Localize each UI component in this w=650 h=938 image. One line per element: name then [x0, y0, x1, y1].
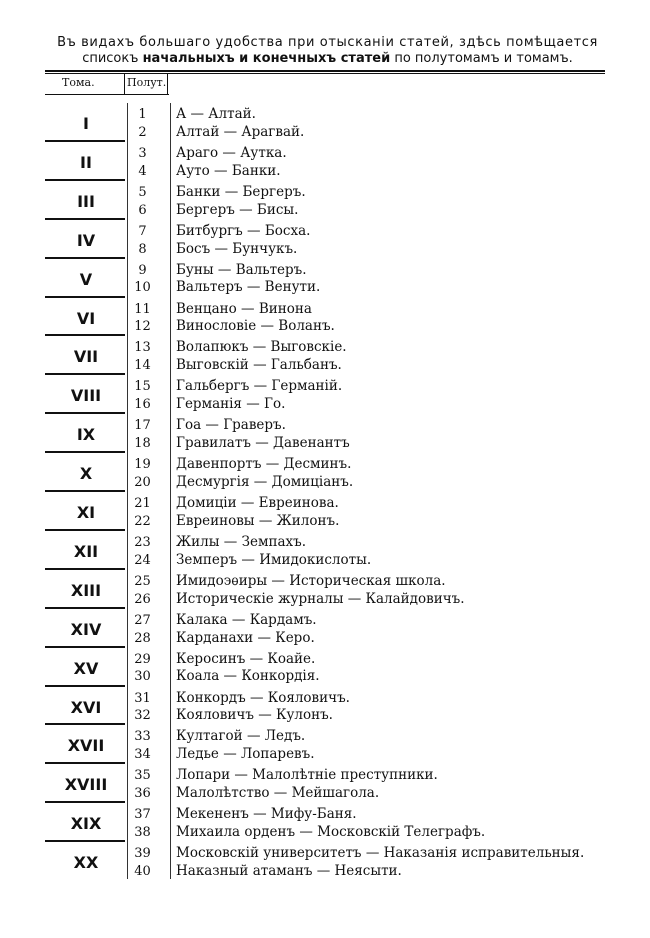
- volume-number: XIV: [70, 619, 102, 639]
- entry-range: Босъ — Бунчукъ.: [176, 240, 298, 257]
- half-volume-number: 40: [134, 863, 151, 879]
- volume-number: III: [77, 191, 95, 211]
- entry-range: Вальтеръ — Венути.: [176, 279, 321, 296]
- entry-range: Бергеръ — Бисы.: [176, 201, 299, 218]
- half-volume-number: 33: [134, 729, 151, 745]
- half-volume-number: 2: [138, 124, 147, 140]
- top-rule-thin: [45, 73, 605, 74]
- half-volume-number: 37: [134, 807, 151, 823]
- half-volume-number: 36: [134, 786, 151, 802]
- entry-column-divider: [170, 103, 171, 879]
- half-volume-number: 39: [134, 846, 151, 862]
- entry-range: Алтай — Арагвай.: [176, 123, 305, 140]
- volume-number: I: [83, 114, 89, 133]
- entry-range: Евреиновы — Жилонъ.: [176, 512, 340, 529]
- volume-separator: [45, 529, 125, 531]
- half-volume-number: 14: [134, 358, 151, 374]
- entry-range: Домиціи — Евреинова.: [176, 495, 339, 511]
- intro-text: [30, 35, 625, 67]
- header-divider: [124, 74, 125, 95]
- entry-range: Калака — Кардамъ.: [176, 611, 317, 628]
- entry-range: Малолѣтство — Мейшагола.: [176, 785, 380, 802]
- half-volume-number: 35: [134, 768, 151, 784]
- half-volume-number: 1: [138, 107, 147, 122]
- volume-number: IV: [76, 230, 96, 250]
- volume-number: XX: [73, 853, 99, 873]
- volume-separator: [45, 412, 125, 414]
- entry-range: Венцано — Винона: [176, 300, 312, 317]
- volume-number: II: [80, 152, 92, 172]
- half-volume-number: 6: [138, 202, 147, 218]
- half-volume-number: 16: [134, 397, 151, 413]
- volume-separator: [45, 490, 125, 492]
- intro-line-2: [30, 51, 625, 67]
- intro-line-2-bold: начальныхъ и конечныхъ статей: [142, 51, 391, 66]
- volume-separator: [45, 646, 125, 648]
- entry-range: Араго — Аутка.: [176, 144, 287, 161]
- half-volume-number: 27: [134, 612, 151, 628]
- volume-separator: [45, 685, 125, 687]
- volume-number: XVII: [67, 736, 105, 756]
- half-volume-number: 4: [138, 163, 147, 179]
- volume-number: VI: [76, 308, 96, 328]
- half-volume-number: 11: [134, 301, 151, 317]
- entry-range: Лопари — Малолѣтніе преступники.: [176, 767, 438, 784]
- volume-separator: [45, 607, 125, 609]
- half-volume-number: 20: [134, 474, 151, 490]
- intro-line-2-pre: списокъ: [82, 51, 139, 66]
- half-volume-number: 7: [138, 223, 147, 239]
- entry-range: Жилы — Земпахъ.: [176, 533, 307, 550]
- volume-number: X: [79, 464, 93, 484]
- entry-range: Гальбергъ — Германій.: [176, 378, 343, 395]
- volume-number: XV: [73, 658, 99, 678]
- half-volume-number: 8: [138, 241, 147, 257]
- entry-range: Десмургія — Домиціанъ.: [176, 473, 354, 490]
- entry-range: Волапюкъ — Выговскіе.: [176, 339, 347, 356]
- intro-line-2-post: по полутомамъ и томамъ.: [394, 51, 573, 66]
- header-divider-right: [167, 74, 168, 95]
- entry-range: Конкордъ — Кояловичъ.: [176, 689, 350, 706]
- half-volume-number: 23: [134, 534, 151, 550]
- top-rule: [45, 70, 605, 72]
- entry-range: Керосинъ — Коайе.: [176, 650, 316, 667]
- entry-range: Наказный атаманъ — Неясыти.: [176, 862, 402, 879]
- volume-separator: [45, 296, 125, 298]
- entry-range: Московскій университетъ — Наказанія исправительныя.: [176, 845, 585, 862]
- entry-range: Земперъ — Имидокислоты.: [176, 551, 372, 568]
- half-volume-number: 22: [134, 513, 151, 529]
- volume-number: V: [79, 269, 93, 289]
- entry-range: Германія — Го.: [176, 396, 286, 413]
- half-volume-number: 5: [138, 184, 147, 200]
- half-volume-number: 28: [134, 630, 151, 646]
- half-volume-number: 13: [134, 340, 151, 356]
- entry-range: Михаила орденъ — Московскій Телеграфъ.: [176, 824, 486, 840]
- half-volume-number: 17: [134, 418, 151, 434]
- entry-range: Мекененъ — Мифу-Баня.: [176, 806, 357, 823]
- volume-separator: [45, 723, 125, 725]
- volume-separator: [45, 373, 125, 375]
- half-volume-number: 21: [134, 496, 151, 511]
- entry-range: Давенпортъ — Десминъ.: [176, 456, 352, 473]
- half-volume-number: 10: [134, 280, 151, 296]
- entry-range: Буны — Вальтеръ.: [176, 261, 307, 278]
- entry-range: Ледье — Лопаревъ.: [176, 746, 315, 763]
- header-rule: [45, 94, 169, 95]
- entry-range: Коала — Конкордія.: [176, 668, 320, 685]
- intro-line-1: Въ видахъ большаго удобства при отысканіи статей, здѣсь помѣщается: [57, 35, 598, 50]
- entry-range: Имидоэѳиры — Историческая школа.: [176, 572, 446, 589]
- volume-number: XIX: [70, 814, 102, 834]
- volume-number: XVI: [70, 697, 102, 717]
- entry-range: А — Алтай.: [176, 106, 256, 122]
- half-volume-number: 34: [134, 747, 151, 763]
- volume-number: XII: [73, 541, 99, 561]
- volume-separator: [45, 218, 125, 220]
- entry-range: Битбургъ — Босха.: [176, 222, 311, 239]
- half-volume-number: 29: [134, 651, 151, 667]
- volume-number: VII: [73, 347, 99, 367]
- half-volume-number: 12: [134, 319, 151, 335]
- volume-separator: [45, 801, 125, 803]
- entry-range: Банки — Бергеръ.: [176, 183, 306, 200]
- header-volume: Тома.: [62, 76, 95, 89]
- volume-separator: [45, 140, 125, 142]
- volume-number: XVIII: [64, 775, 108, 795]
- half-volume-number: 3: [138, 145, 147, 161]
- half-volume-number: 19: [134, 457, 151, 473]
- half-volume-number: 38: [134, 825, 151, 840]
- volume-separator: [45, 179, 125, 181]
- half-volume-number: 9: [138, 262, 147, 278]
- half-volume-number: 32: [134, 708, 151, 724]
- half-volume-number: 15: [134, 379, 151, 395]
- volume-separator: [45, 451, 125, 453]
- half-volume-number: 18: [134, 436, 151, 451]
- half-volume-number: 26: [134, 591, 151, 607]
- volume-separator: [45, 840, 125, 842]
- volume-number: XIII: [70, 580, 102, 600]
- entry-range: Ауто — Банки.: [176, 162, 281, 179]
- volume-separator: [45, 334, 125, 336]
- half-volume-number: 24: [134, 552, 151, 568]
- half-volume-number: 25: [134, 573, 151, 589]
- entry-range: Кояловичъ — Кулонъ.: [176, 707, 333, 724]
- entry-range: Култагой — Ледъ.: [176, 728, 306, 745]
- entry-range: Винословіе — Воланъ.: [176, 318, 335, 335]
- half-volume-number: 30: [134, 669, 151, 685]
- entry-range: Гравилатъ — Давенантъ: [176, 435, 350, 451]
- volume-number: XI: [76, 503, 96, 522]
- entry-range: Выговскій — Гальбанъ.: [176, 357, 342, 374]
- header-half: Полут.: [127, 76, 167, 89]
- entry-range: Гоа — Граверъ.: [176, 417, 286, 434]
- volume-separator: [45, 762, 125, 764]
- volume-separator: [45, 568, 125, 570]
- volume-separator: [45, 257, 125, 259]
- half-volume-number: 31: [134, 690, 151, 706]
- entry-range: Историческіе журналы — Калайдовичъ.: [176, 590, 465, 607]
- entry-range: Карданахи — Керо.: [176, 629, 315, 646]
- volume-number: VIII: [70, 386, 102, 406]
- volume-number: IX: [76, 425, 96, 445]
